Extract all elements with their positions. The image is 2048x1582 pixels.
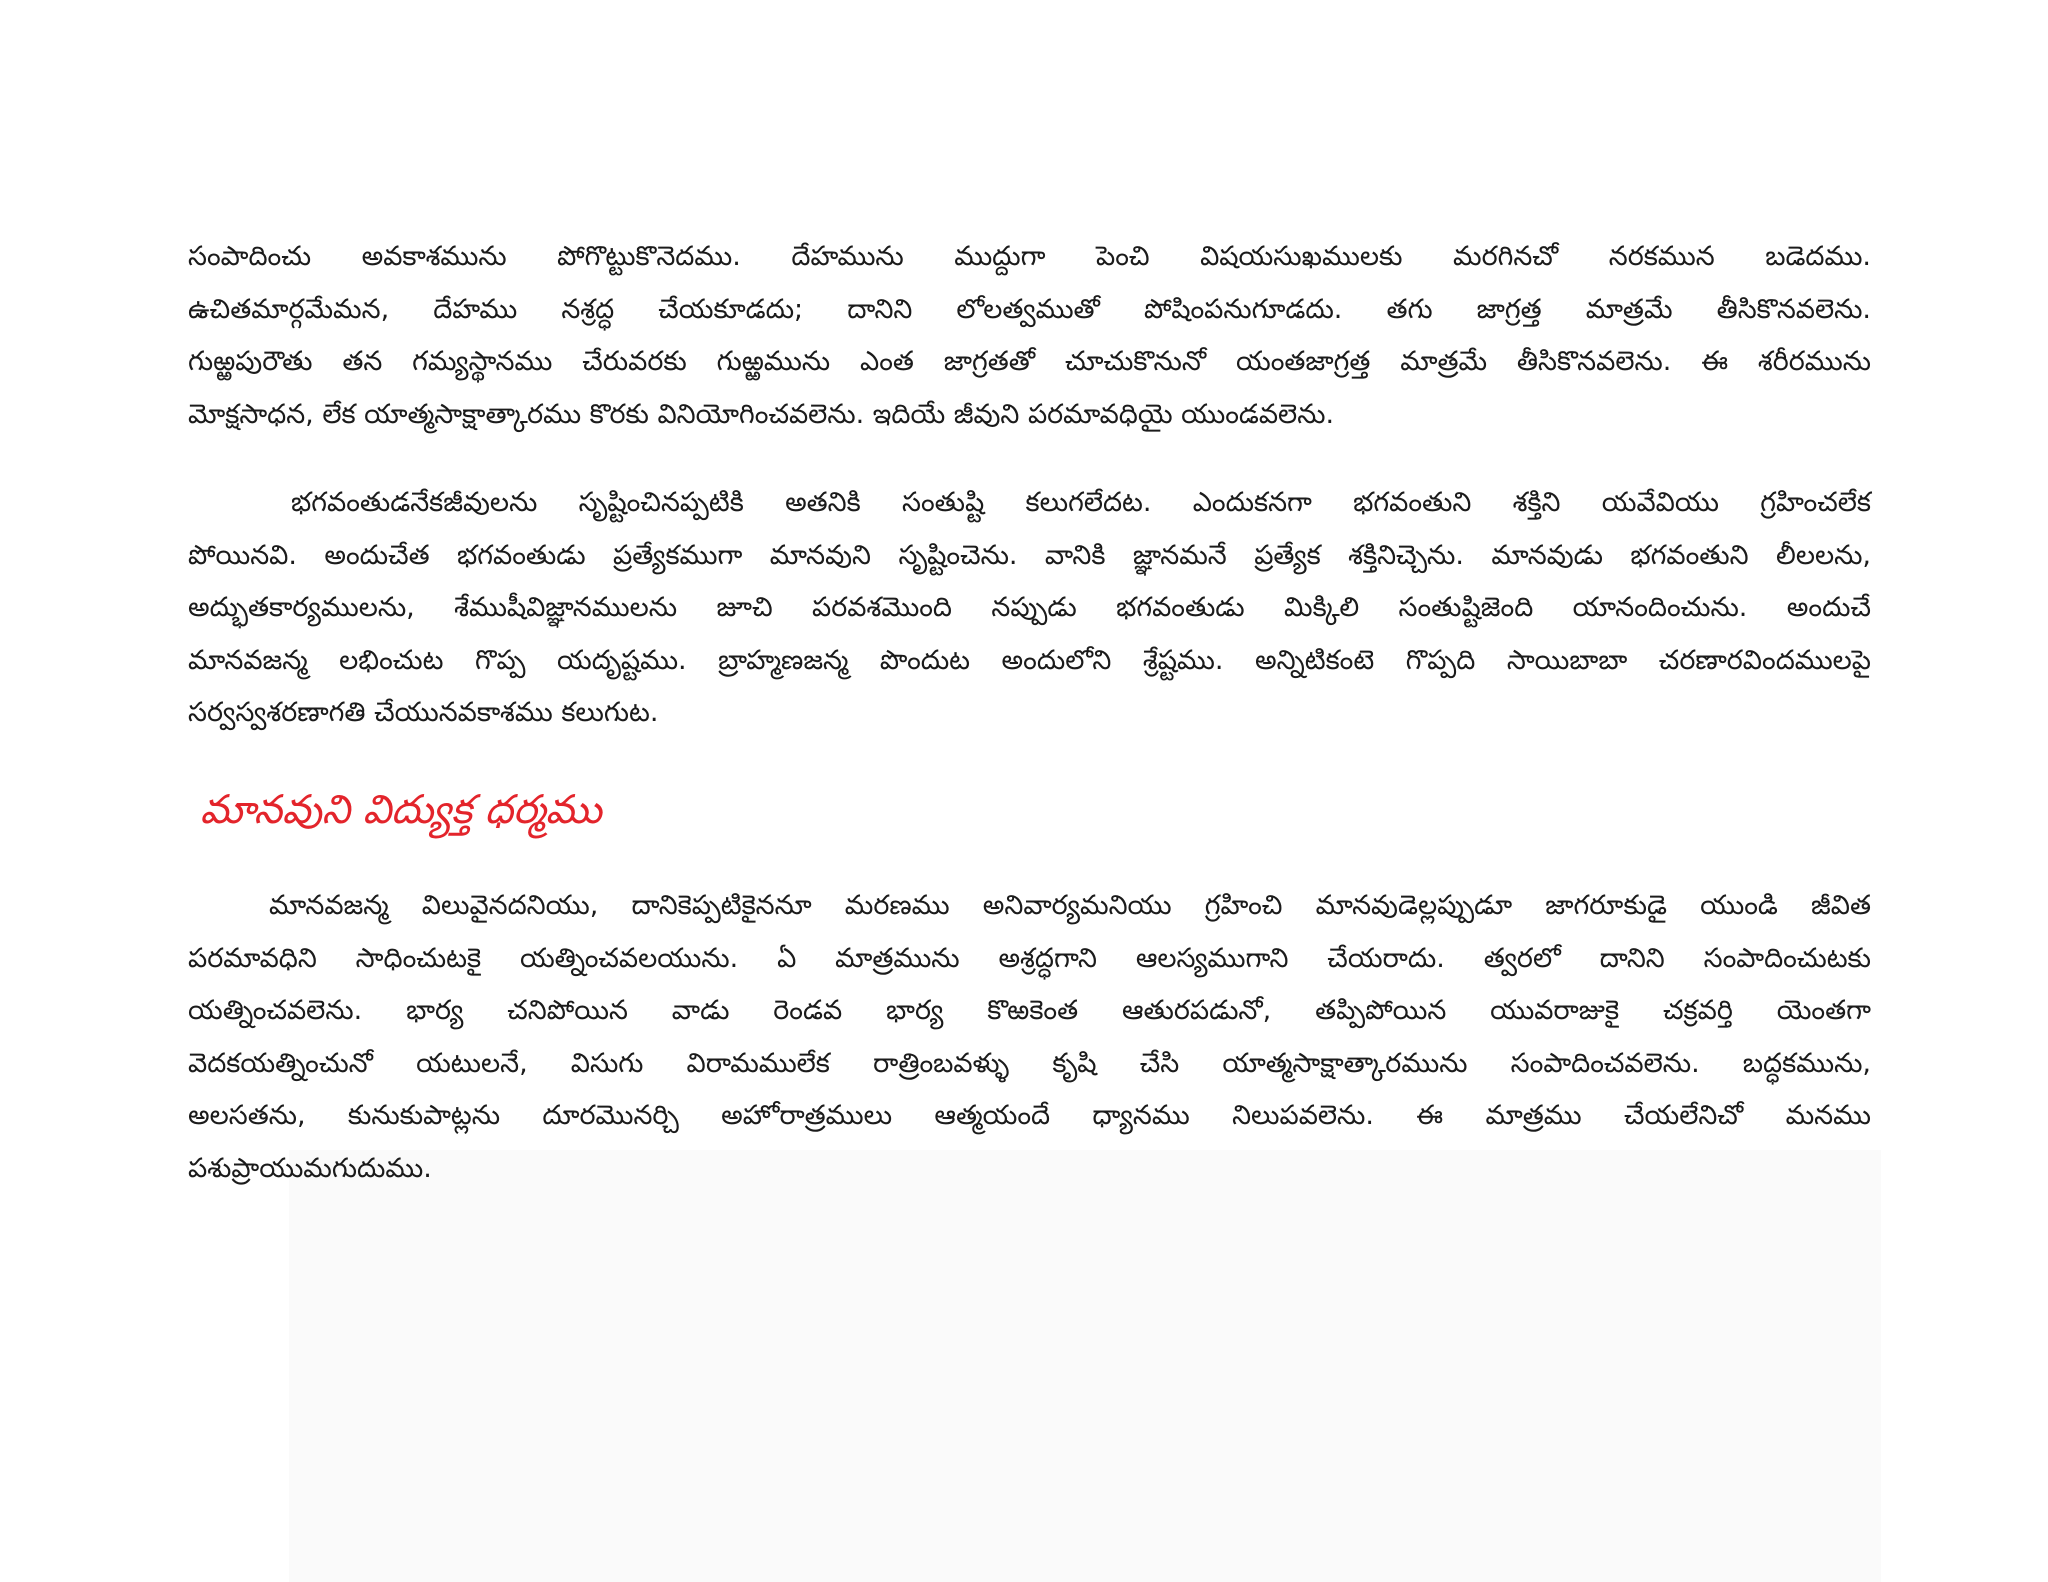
text-line: పరమావధిని సాధించుటకై యత్నించవలయును. ఏ మాత్రమును అశ్రద్ధగాని ఆలస్యముగాని చేయరాదు. త్వరలో దానిని సంపాదించుటకు xyxy=(188,942,1871,974)
text-line: అలసతను, కునుకుపాట్లను దూరమొనర్చి అహోరాత్రములు ఆత్మయందే ధ్యానము నిలుపవలెను. ఈ మాత్రము చేయలేనిచో మనము xyxy=(188,1100,1871,1131)
text-line: యత్నించవలెను. భార్య చనిపోయిన వాడు రెండవ భార్య కొఱకెంత ఆతురపడునో, తప్పిపోయిన యువరాజుకై చక్రవర్తి యెంతగా xyxy=(188,995,1871,1026)
text-line: వెదకయత్నించునో యటులనే, విసుగు విరామములేక రాత్రింబవళ్ళు కృషి చేసి యాత్మసాక్షాత్కారమును సంపాదించవలెను. బద్ధకమును, xyxy=(188,1047,1871,1079)
section-heading: మానవుని విద్యుక్త ధర్మము xyxy=(200,787,602,833)
text-line: మానవజన్మ విలువైనదనియు, దానికెప్పటికైననూ మరణము అనివార్యమనియు గ్రహించి మానవుడెల్లప్పుడూ జాగరూకుడై యుండి జీవిత xyxy=(269,890,1871,921)
text-line: మోక్షసాధన, లేక యాత్మసాక్షాత్కారము కొరకు వినియోగించవలెను. ఇదియే జీవుని పరమావధియై యుండవలెను. xyxy=(188,398,1335,430)
text-line: పశుప్రాయుమగుదుము. xyxy=(188,1152,432,1184)
paragraph-3 xyxy=(188,880,1871,1195)
paragraph-1 xyxy=(188,231,1871,441)
text-line: ఉచితమార్గమేమన, దేహము నశ్రద్ధ చేయకూడదు; దానిని లోలత్వముతో పోషింపనుగూడదు. తగు జాగ్రత్త మాత్రమే తీసికొనవలెను. xyxy=(188,293,1871,325)
text-line: మానవజన్మ లభించుట గొప్ప యదృష్టము. బ్రాహ్మణజన్మ పొందుట అందులోని శ్రేష్టము. అన్నిటికంటె గొప్పది సాయిబాబా చరణారవిందములపై xyxy=(188,644,1871,676)
paragraph-2 xyxy=(188,477,1871,740)
text-line: భగవంతుడనేకజీవులను సృష్టించినప్పటికి అతనికి సంతుష్టి కలుగలేదట. ఎందుకనగా భగవంతుని శక్తిని యవేవియు గ్రహించలేక xyxy=(291,487,1871,518)
scan-shading xyxy=(289,1150,1881,1582)
text-line: గుఱ్ఱపురౌతు తన గమ్యస్థానము చేరువరకు గుఱ్ఱమును ఎంత జాగ్రతతో చూచుకొనునో యంతజాగ్రత్త మాత్రమే తీసికొనవలెను. ఈ శరీరమును xyxy=(188,346,1871,377)
text-line: సంపాదించు అవకాశమును పోగొట్టుకొనెదము. దేహమును ముద్దుగా పెంచి విషయసుఖములకు మరగినచో నరకమున బడెదము. xyxy=(188,241,1871,272)
text-line: పోయినవి. అందుచేత భగవంతుడు ప్రత్యేకముగా మానవుని సృష్టించెను. వానికి జ్ఞానమనే ప్రత్యేక శక్తినిచ్చెను. మానవుడు భగవంతుని లీలలను, xyxy=(188,539,1871,571)
text-line: అద్భుతకార్యములను, శేముషీవిజ్ఞానములను జూచి పరవశమొంది నప్పుడు భగవంతుడు మిక్కిలి సంతుష్టిజెంది యానందించును. అందుచే xyxy=(188,592,1871,623)
text-line: సర్వస్వశరణాగతి చేయునవకాశము కలుగుట. xyxy=(188,697,659,728)
